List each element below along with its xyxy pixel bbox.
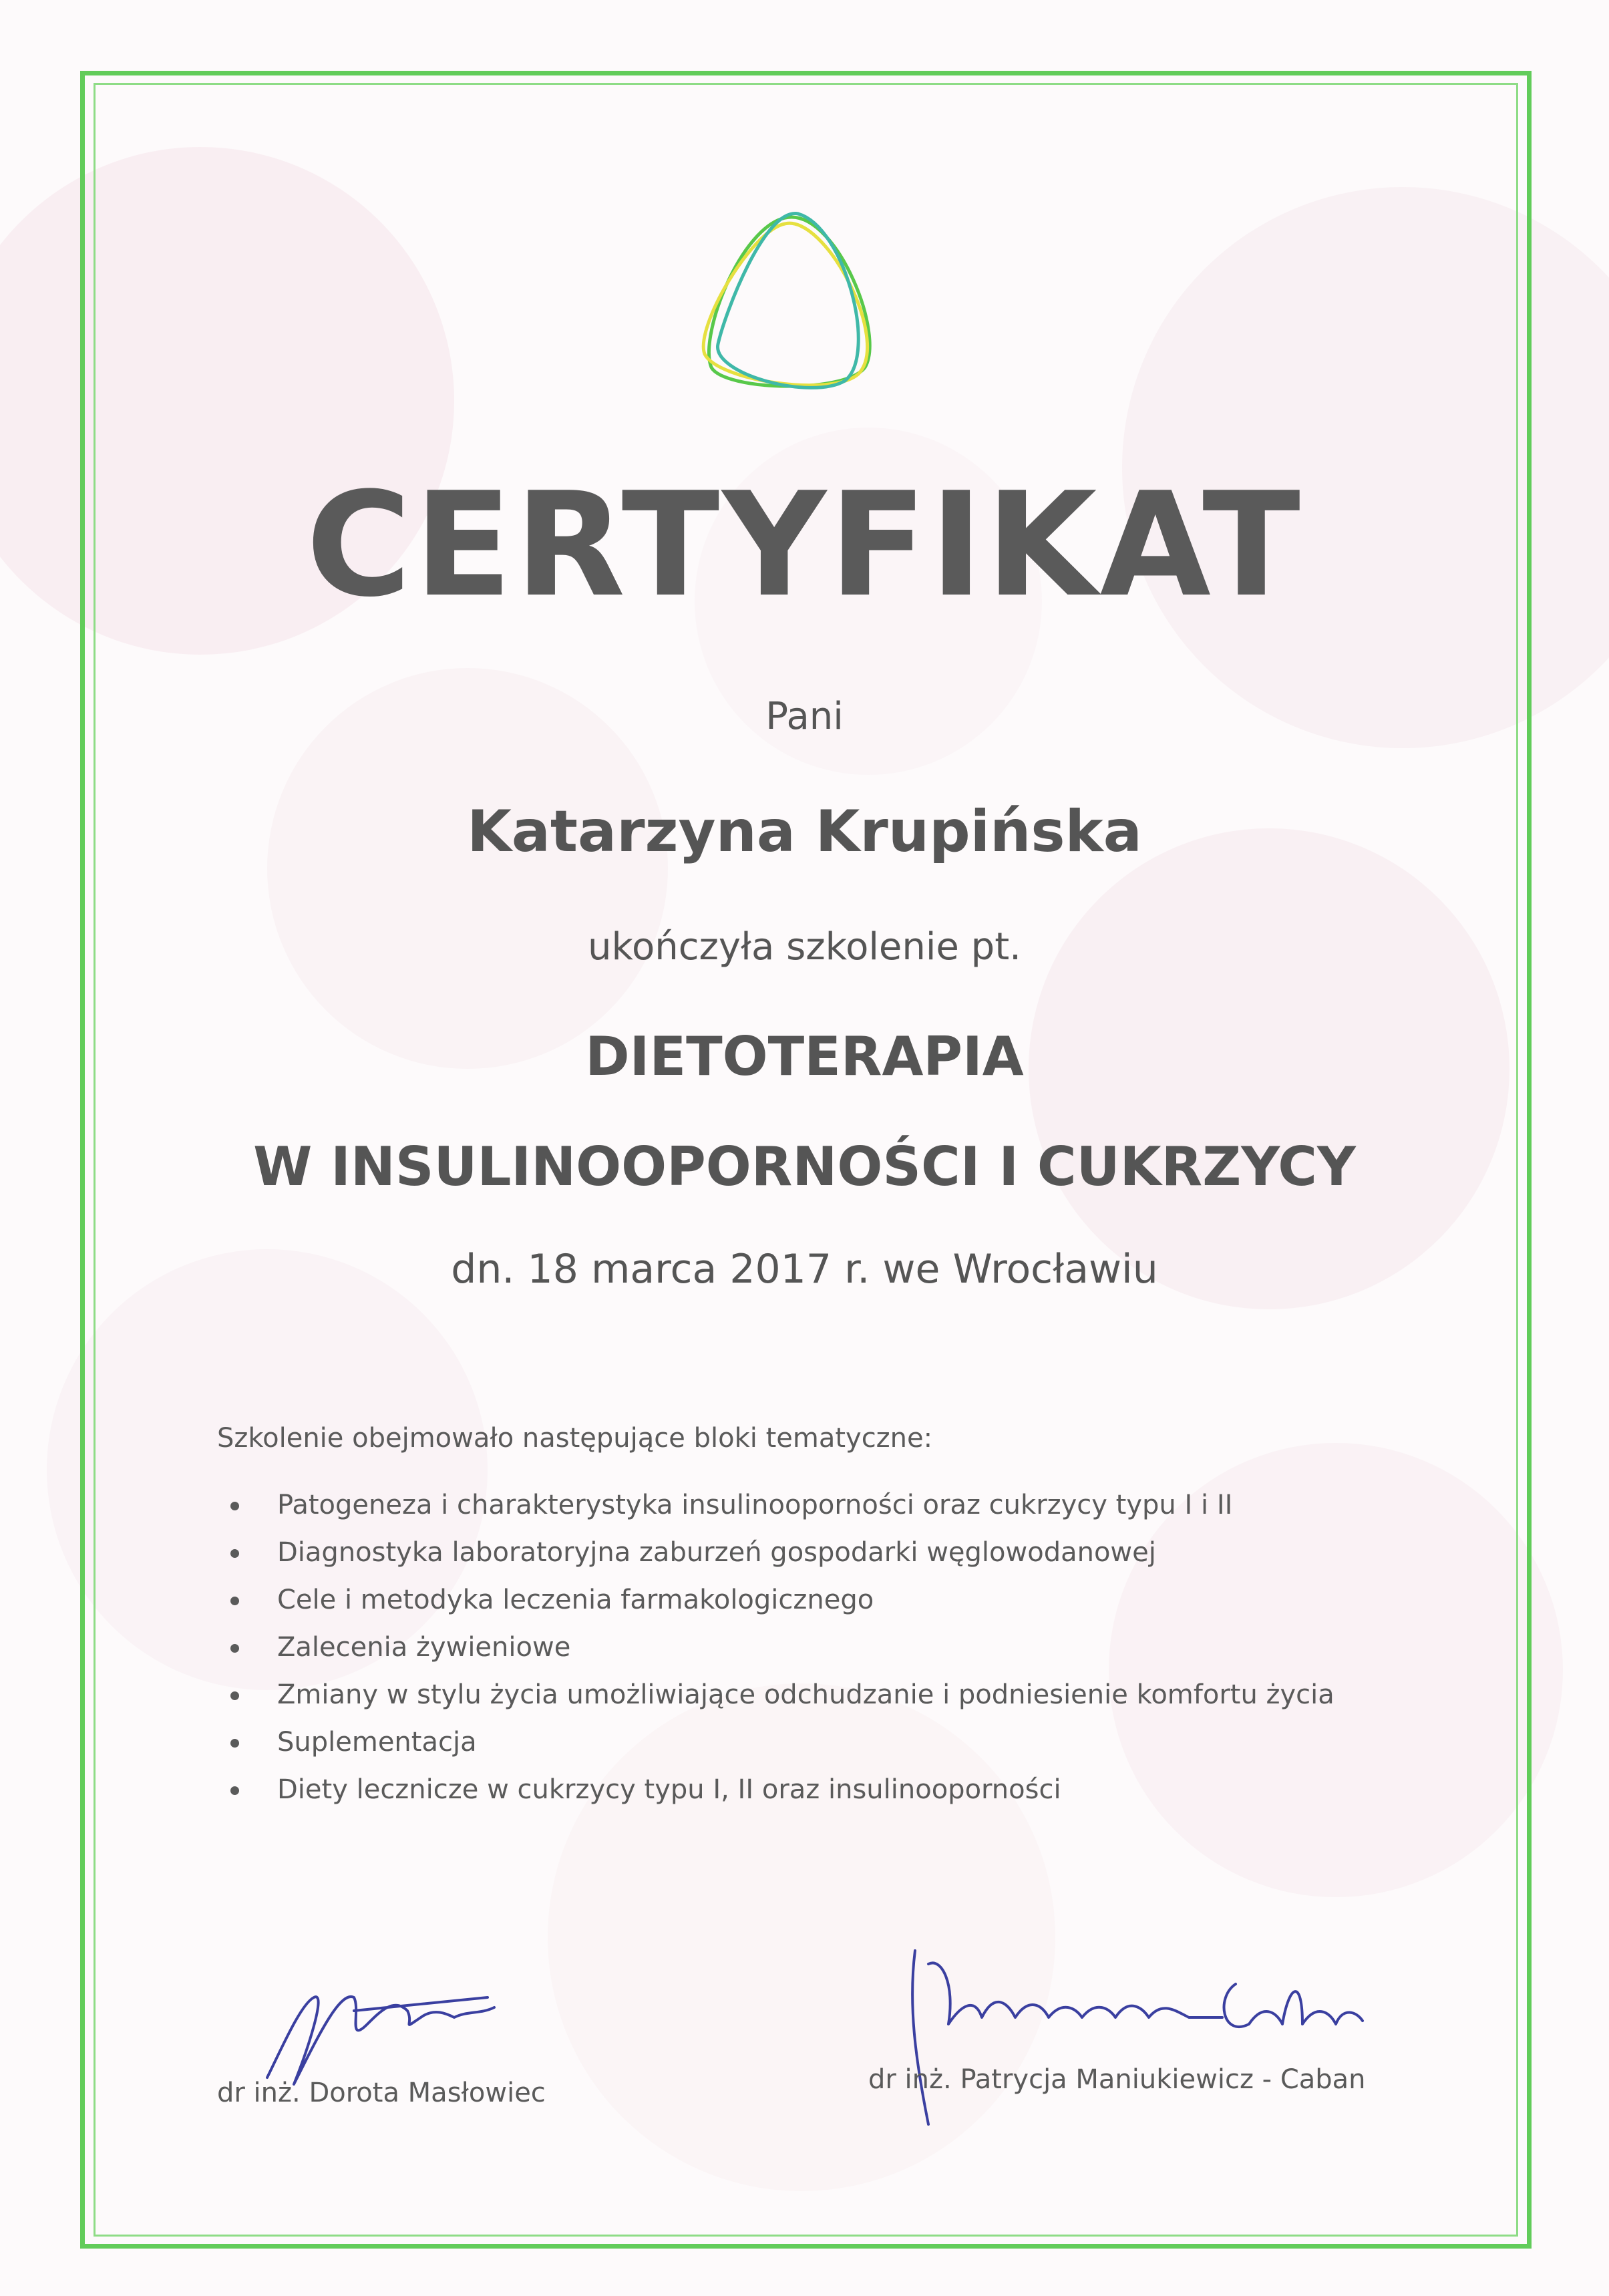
topic-text: Diagnostyka laboratoryjna zaburzeń gospodarki węglowodanowej [277, 1537, 1156, 1568]
list-item [230, 1774, 1334, 1822]
topic-text: Diety lecznicze w cukrzycy typu I, II oraz insulinooporności [277, 1774, 1061, 1805]
bullet-dot-icon [230, 1739, 239, 1748]
right-signature [888, 1924, 1369, 2144]
salutation: Pani [765, 695, 844, 738]
course-title-line1: DIETOTERAPIA [585, 1025, 1024, 1088]
triangle-rings-icon [685, 200, 898, 401]
recipient-name: Katarzyna Krupińska [467, 798, 1142, 865]
list-item [230, 1490, 1334, 1537]
topics-intro: Szkolenie obejmowało następujące bloki tematyczne: [217, 1423, 933, 1454]
list-item [230, 1632, 1334, 1679]
topics-list [230, 1490, 1334, 1822]
list-item [230, 1585, 1334, 1632]
list-item [230, 1679, 1334, 1727]
bullet-dot-icon [230, 1549, 239, 1558]
bullet-dot-icon [230, 1502, 239, 1510]
signer-left-name: dr inż. Dorota Masłowiec [217, 2078, 546, 2108]
bullet-dot-icon [230, 1644, 239, 1653]
topic-text: Patogeneza i charakterystyka insulinooporności oraz cukrzycy typu I i II [277, 1490, 1233, 1520]
course-title-line2: W INSULINOOPORNOŚCI I CUKRZYCY [253, 1136, 1356, 1198]
list-item [230, 1537, 1334, 1585]
bullet-dot-icon [230, 1691, 239, 1700]
topic-text: Suplementacja [277, 1727, 477, 1758]
date-place: dn. 18 marca 2017 r. we Wrocławiu [451, 1246, 1158, 1293]
topic-text: Cele i metodyka leczenia farmakologicznego [277, 1585, 874, 1615]
signer-right-name: dr inż. Patrycja Maniukiewicz - Caban [868, 2064, 1366, 2095]
list-item [230, 1727, 1334, 1774]
topic-text: Zmiany w stylu życia umożliwiające odchudzanie i podniesienie komfortu życia [277, 1679, 1334, 1710]
bullet-dot-icon [230, 1597, 239, 1605]
completion-text: ukończyła szkolenie pt. [588, 925, 1021, 969]
certificate-title: CERTYFIKAT [306, 461, 1303, 629]
bullet-dot-icon [230, 1786, 239, 1795]
topic-text: Zalecenia żywieniowe [277, 1632, 571, 1663]
